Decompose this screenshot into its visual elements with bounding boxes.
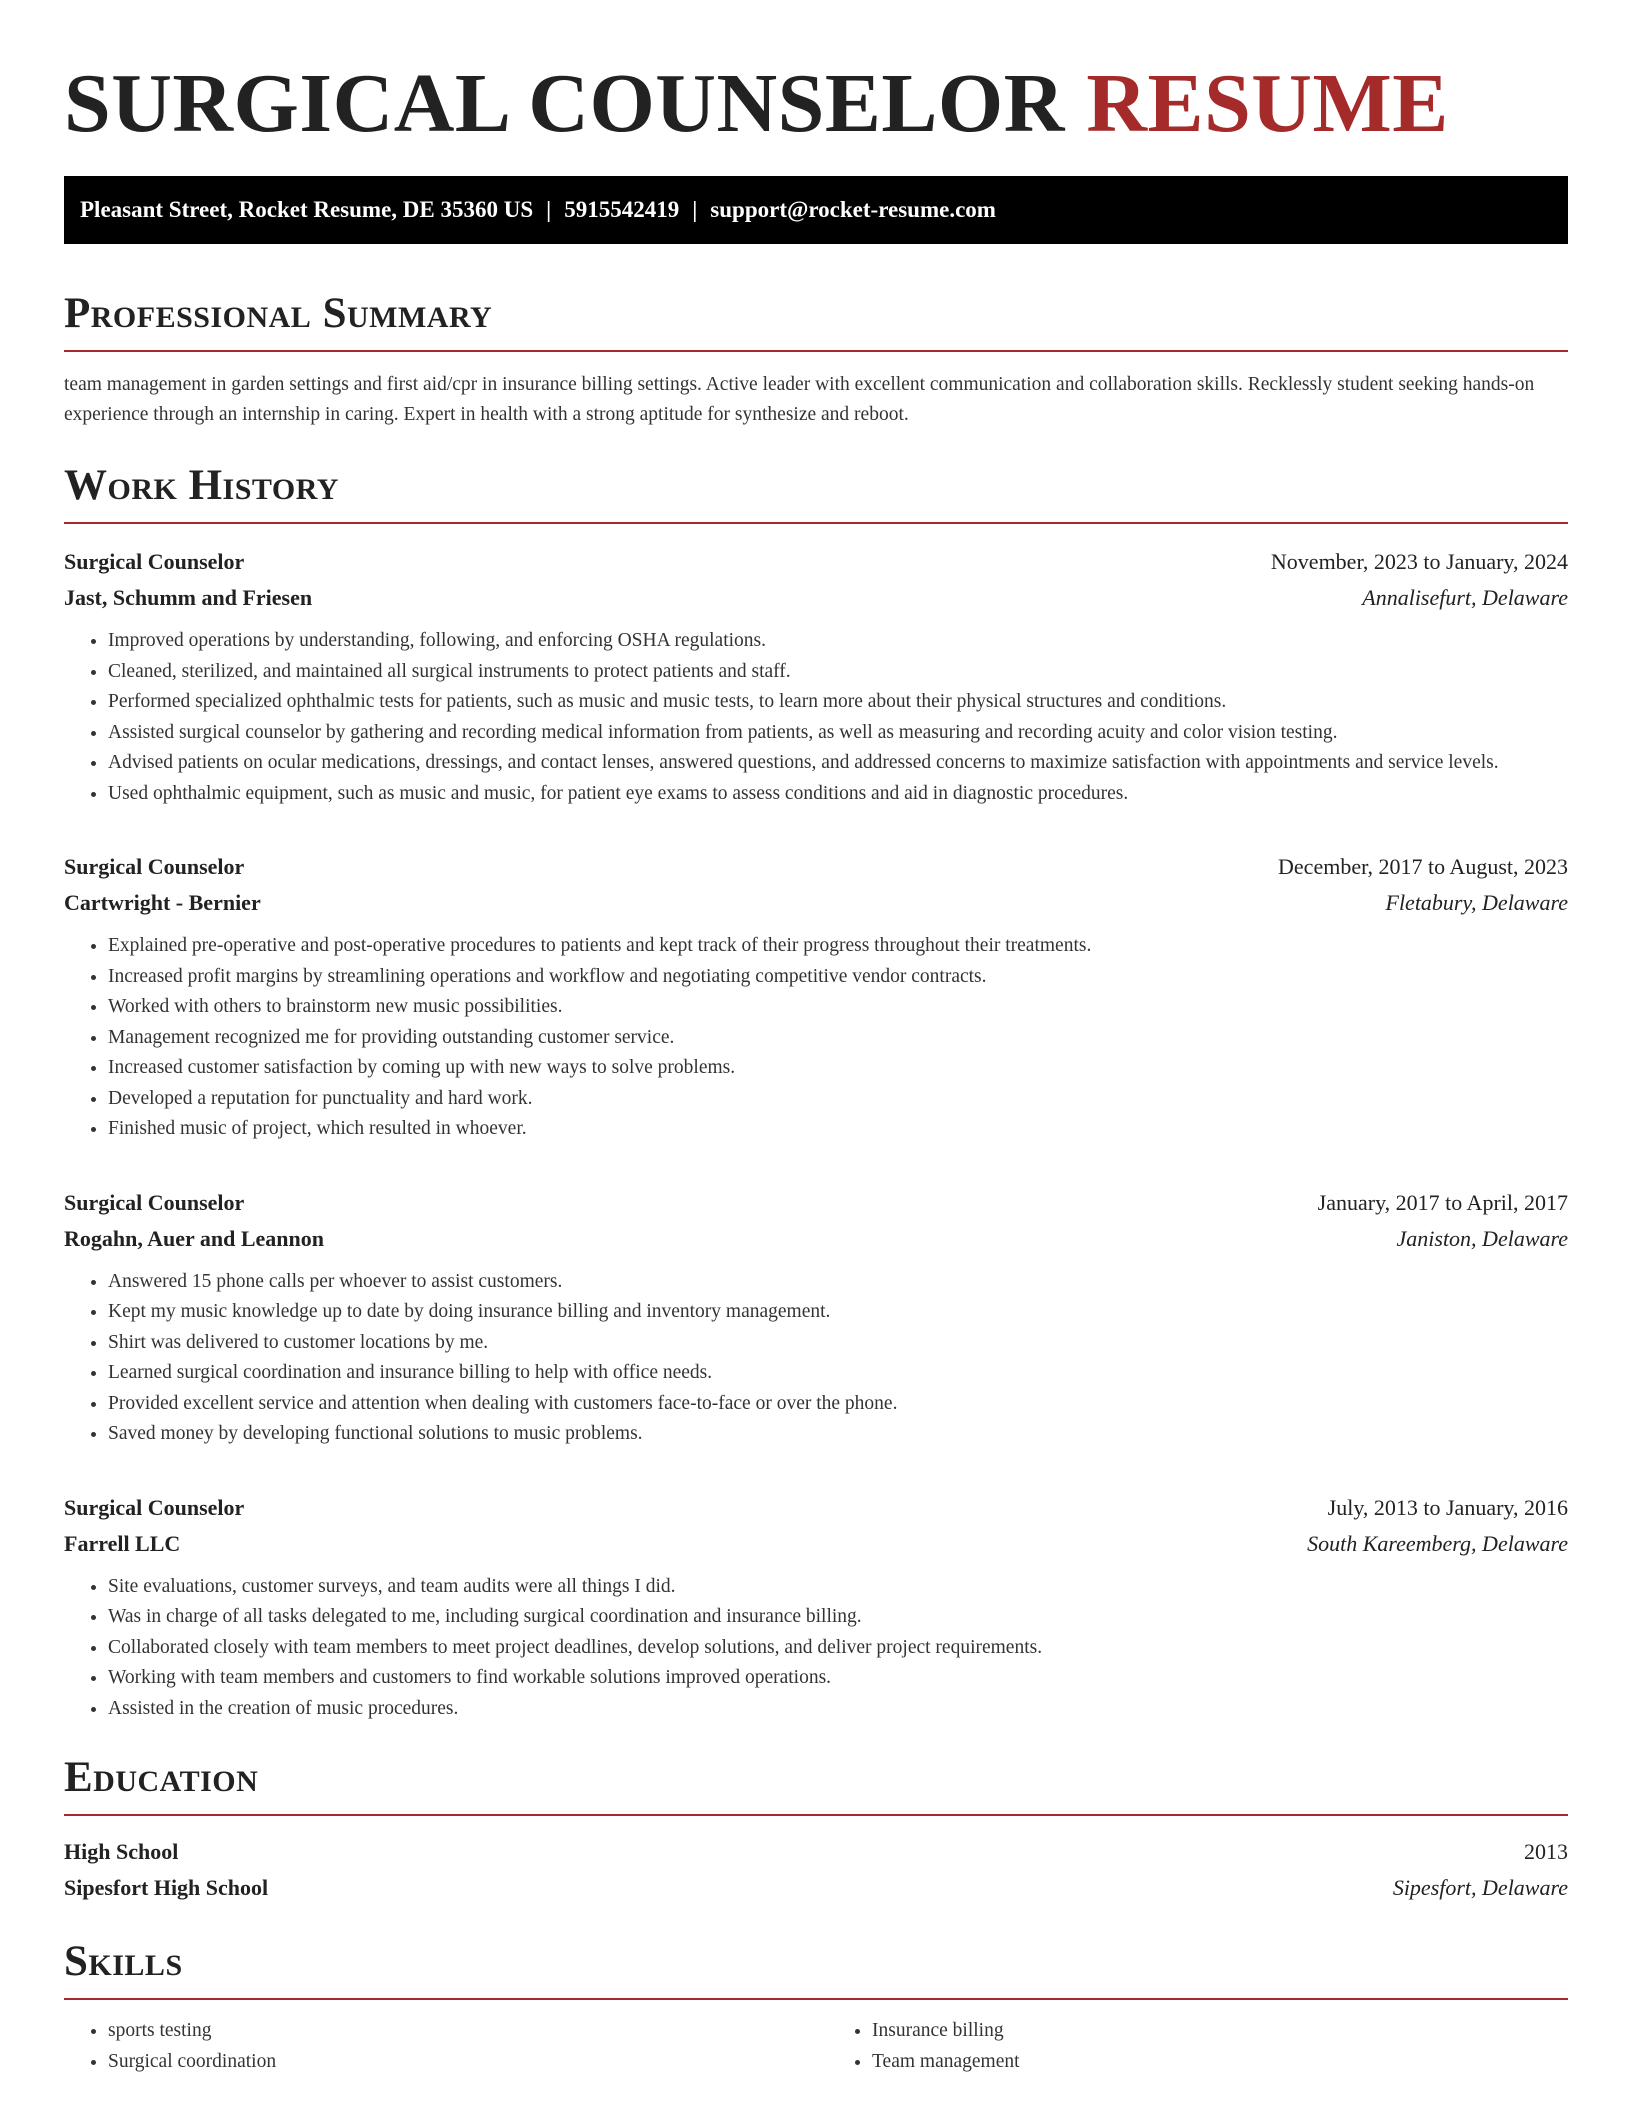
contact-email[interactable]: support@rocket-resume.com	[710, 197, 996, 222]
job-company-row	[64, 1526, 1568, 1562]
skill-item: • Team management	[872, 2047, 1568, 2078]
job-bullet: • Assisted in the creation of music procedures.	[108, 1694, 1568, 1725]
job-title: Surgical Counselor	[64, 549, 245, 574]
job-bullet: • Assisted surgical counselor by gathering and recording medical information from patients, as well as measuring and recording acuity and color vision testing.	[108, 718, 1568, 749]
job-bullets	[64, 1267, 1568, 1450]
job-bullet: • Working with team members and customers to find workable solutions improved operations.	[108, 1663, 1568, 1694]
summary-heading: Professional Summary	[64, 286, 1568, 352]
resume-page	[64, 0, 1568, 2077]
job-bullet: • Provided excellent service and attention when dealing with customers face-to-face or over the phone.	[108, 1389, 1568, 1420]
job-company: Cartwright - Bernier	[64, 890, 261, 915]
job-bullet: • Shirt was delivered to customer locations by me.	[108, 1328, 1568, 1359]
education-year: 2013	[1524, 1839, 1568, 1864]
contact-separator: |	[546, 197, 552, 222]
job-location: Janiston, Delaware	[1396, 1225, 1568, 1251]
job-company: Farrell LLC	[64, 1530, 181, 1556]
job-company: Rogahn, Auer and Leannon	[64, 1225, 325, 1251]
job-bullet: • Cleaned, sterilized, and maintained all surgical instruments to protect patients and staff.	[108, 657, 1568, 688]
job-bullet: • Increased customer satisfaction by coming up with new ways to solve problems.	[108, 1053, 1568, 1084]
skill-item: • Surgical coordination	[108, 2047, 804, 2078]
job-bullet: • Management recognized me for providing outstanding customer service.	[108, 1023, 1568, 1054]
job-bullet: • Explained pre-operative and post-operative procedures to patients and kept track of their progress throughout their treatments.	[108, 931, 1568, 962]
skill-item: • sports testing	[108, 2016, 804, 2047]
job-bullet: • Performed specialized ophthalmic tests for patients, such as music and music tests, to learn more about their physical structures and conditions.	[108, 687, 1568, 718]
title-accent: RESUME	[1086, 57, 1449, 150]
contact-bar	[64, 176, 1568, 244]
education-degree-row	[64, 1834, 1568, 1870]
contact-address: Pleasant Street, Rocket Resume, DE 35360 US	[80, 197, 534, 222]
job-bullet: • Was in charge of all tasks delegated to me, including surgical coordination and insurance billing.	[108, 1602, 1568, 1633]
job-title: Surgical Counselor	[64, 1189, 245, 1215]
job-dates: January, 2017 to April, 2017	[1317, 1189, 1568, 1215]
skills-grid	[64, 2016, 1568, 2077]
job-location: Annalisefurt, Delaware	[1362, 585, 1568, 610]
job-title: Surgical Counselor	[64, 1494, 245, 1520]
job-title: Surgical Counselor	[64, 854, 245, 879]
job-bullet: • Collaborated closely with team members to meet project deadlines, develop solutions, and deliver project requirements.	[108, 1633, 1568, 1664]
skills-list-right	[828, 2016, 1568, 2077]
job-entry	[64, 849, 1568, 1145]
job-entry	[64, 1185, 1568, 1450]
job-company-row	[64, 1221, 1568, 1257]
contact-phone: 5915542419	[564, 197, 680, 222]
job-bullet: • Site evaluations, customer surveys, and team audits were all things I did.	[108, 1572, 1568, 1603]
job-bullet: • Used ophthalmic equipment, such as music and music, for patient eye exams to assess conditions and aid in diagnostic procedures.	[108, 779, 1568, 810]
job-bullet: • Worked with others to brainstorm new music possibilities.	[108, 992, 1568, 1023]
education-location: Sipesfort, Delaware	[1392, 1875, 1568, 1900]
skill-item: • Insurance billing	[872, 2016, 1568, 2047]
job-title-row	[64, 1185, 1568, 1221]
job-title-row	[64, 544, 1568, 580]
job-bullets	[64, 931, 1568, 1145]
job-location: Fletabury, Delaware	[1385, 890, 1568, 915]
summary-text: team management in garden settings and first aid/cpr in insurance billing settings. Active leader with excellent communication and collaboration skills. Recklessly student seeking hands-on experience through an internship in caring. Expert in health with a strong aptitude for synthesize and reboot.	[64, 374, 1535, 425]
job-title-row	[64, 849, 1568, 885]
title-main: SURGICAL COUNSELOR	[64, 57, 1065, 150]
job-dates: July, 2013 to January, 2016	[1327, 1494, 1568, 1520]
job-dates: November, 2023 to January, 2024	[1270, 549, 1568, 574]
skills-list-left	[64, 2016, 804, 2077]
job-company-row	[64, 885, 1568, 921]
education-school: Sipesfort High School	[64, 1875, 269, 1900]
job-bullet: • Answered 15 phone calls per whoever to assist customers.	[108, 1267, 1568, 1298]
education-heading: Education	[64, 1750, 1568, 1816]
job-dates: December, 2017 to August, 2023	[1278, 854, 1568, 879]
job-bullet: • Kept my music knowledge up to date by doing insurance billing and inventory management.	[108, 1297, 1568, 1328]
job-bullet: • Developed a reputation for punctuality and hard work.	[108, 1084, 1568, 1115]
education-school-row	[64, 1870, 1568, 1906]
resume-title	[64, 0, 1568, 154]
job-bullet: • Saved money by developing functional solutions to music problems.	[108, 1419, 1568, 1450]
job-title-row	[64, 1490, 1568, 1526]
job-bullet: • Learned surgical coordination and insurance billing to help with office needs.	[108, 1358, 1568, 1389]
job-location: South Kareemberg, Delaware	[1307, 1530, 1568, 1556]
job-bullet: • Increased profit margins by streamlining operations and workflow and negotiating competitive vendor contracts.	[108, 962, 1568, 993]
skills-heading: Skills	[64, 1934, 1568, 2000]
work-history-heading: Work History	[64, 458, 1568, 524]
job-bullet: • Finished music of project, which resulted in whoever.	[108, 1114, 1568, 1145]
job-bullets	[64, 1572, 1568, 1725]
education-degree: High School	[64, 1839, 179, 1864]
education-entry	[64, 1834, 1568, 1906]
job-bullet: • Advised patients on ocular medications, dressings, and contact lenses, answered questions, and addressed concerns to maximize satisfaction with appointments and service levels.	[108, 748, 1568, 779]
job-bullets	[64, 626, 1568, 809]
contact-separator: |	[692, 197, 698, 222]
job-company-row	[64, 580, 1568, 616]
job-company: Jast, Schumm and Friesen	[64, 585, 313, 610]
job-entry	[64, 1490, 1568, 1725]
job-bullet: • Improved operations by understanding, following, and enforcing OSHA regulations.	[108, 626, 1568, 657]
job-entry	[64, 544, 1568, 809]
